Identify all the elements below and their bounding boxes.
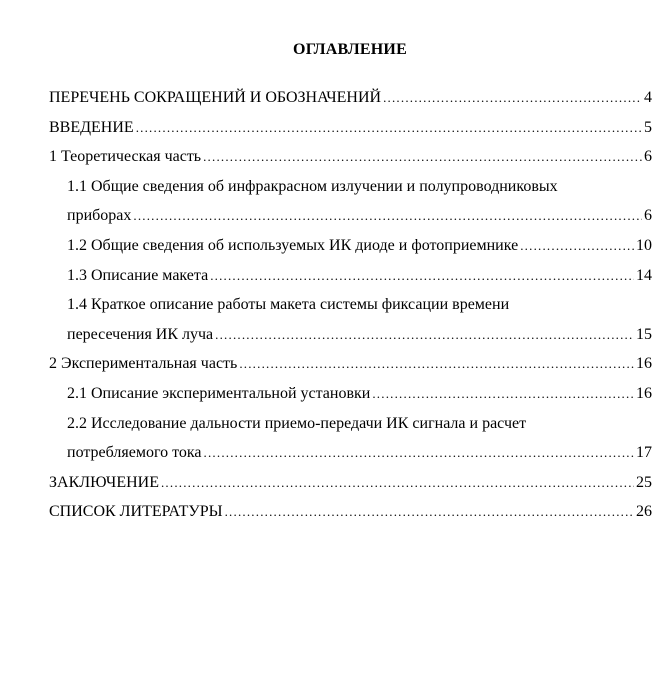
leader-dots	[203, 142, 642, 172]
leader-dots	[161, 468, 634, 498]
toc-page-number: 10	[636, 236, 652, 254]
toc-entry-1-4-line1[interactable]: 1.4 Краткое описание работы макета системы фиксации времени	[67, 296, 510, 314]
leader-dots	[383, 83, 642, 113]
toc-entry-theory[interactable]	[49, 142, 652, 172]
toc-entry-experimental[interactable]	[49, 349, 652, 379]
toc-entry-1-1-line1[interactable]: 1.1 Общие сведения об инфракрасном излучении и полупроводниковых	[67, 177, 558, 195]
toc-entry-text: 2.1 Описание экспериментальной установки	[67, 384, 371, 402]
toc-entry-1-2[interactable]	[49, 231, 652, 261]
toc-entry-references[interactable]	[49, 497, 652, 527]
toc-entry-2-2-line1[interactable]: 2.2 Исследование дальности приемо-передачи ИК сигнала и расчет	[67, 414, 527, 432]
toc-page-number: 25	[636, 473, 652, 491]
toc-entry-2-2[interactable]	[49, 438, 652, 468]
toc-entry-text: ПЕРЕЧЕНЬ СОКРАЩЕНИЙ И ОБОЗНАЧЕНИЙ	[49, 89, 382, 106]
toc-entry-text: 1 Теоретическая часть	[49, 148, 202, 166]
toc-entry-text: СПИСОК ЛИТЕРАТУРЫ	[49, 503, 223, 521]
leader-dots	[210, 261, 634, 291]
toc-entry-1-4[interactable]	[49, 320, 652, 350]
toc-entry-conclusion[interactable]	[49, 468, 652, 498]
toc-page-number: 16	[636, 355, 652, 373]
toc-page-number: 5	[644, 118, 652, 136]
toc-entry-text: 2 Экспериментальная часть	[49, 355, 238, 373]
toc-page-number: 26	[636, 503, 652, 521]
toc-entry-text: приборах	[67, 207, 132, 225]
leader-dots	[133, 201, 642, 231]
leader-dots	[372, 379, 634, 409]
toc-page-number: 4	[644, 89, 652, 106]
toc-page-number: 16	[636, 384, 652, 402]
leader-dots	[520, 231, 634, 261]
toc-entry-text: ЗАКЛЮЧЕНИЕ	[49, 473, 159, 491]
toc-title: ОГЛАВЛЕНИЕ	[293, 41, 407, 58]
leader-dots	[225, 497, 634, 527]
leader-dots	[215, 320, 634, 350]
leader-dots	[204, 438, 634, 468]
leader-dots	[136, 113, 642, 143]
toc-entry-2-1[interactable]	[49, 379, 652, 409]
toc-page-number: 15	[636, 325, 652, 343]
toc-page-number: 14	[636, 266, 652, 284]
toc-entry-1-3[interactable]	[49, 261, 652, 291]
toc-entry-1-1[interactable]	[49, 201, 652, 231]
toc-page-number: 6	[644, 207, 652, 225]
toc-entry-text: ВВЕДЕНИЕ	[49, 118, 134, 136]
leader-dots	[239, 349, 634, 379]
toc-entry-text: 1.3 Описание макета	[67, 266, 209, 284]
toc-page-number: 17	[636, 444, 652, 462]
toc-page-number: 6	[644, 148, 652, 166]
toc-entry-text: 1.2 Общие сведения об используемых ИК диоде и фотоприемнике	[67, 236, 519, 254]
toc-entry-abbreviations[interactable]	[49, 83, 652, 113]
table-of-contents	[49, 83, 652, 527]
toc-entry-introduction[interactable]	[49, 113, 652, 143]
toc-entry-text: пересечения ИК луча	[67, 325, 214, 343]
toc-entry-text: потребляемого тока	[67, 444, 202, 462]
